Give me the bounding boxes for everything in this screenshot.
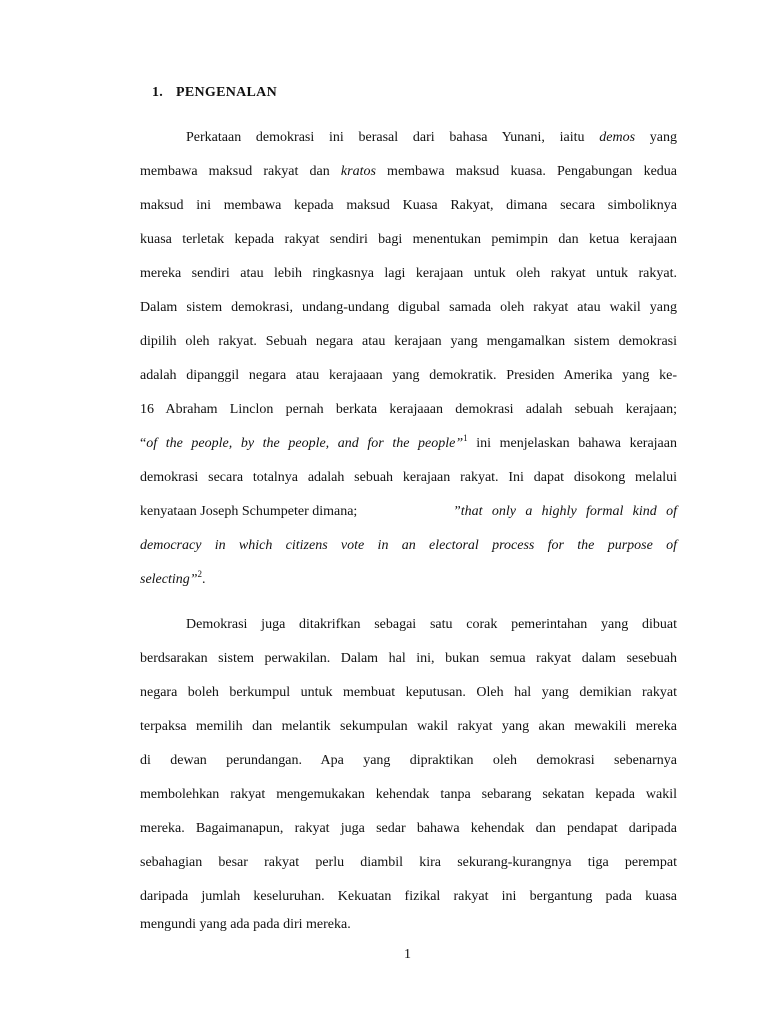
paragraph-1-line-1: [186, 128, 677, 148]
paragraph-1-line-2: [140, 162, 677, 182]
text-run: ini menjelaskan bahawa kerajaan: [467, 436, 677, 451]
paragraph-2-line-6: membolehkan rakyat mengemukakan kehendak tanpa sebarang sekatan kepada wakil: [140, 787, 677, 802]
paragraph-1-line-13: democracy in which citizens vote in an electoral process for the purpose of: [140, 538, 677, 553]
paragraph-1-line-7: dipilih oleh rakyat. Sebuah negara atau kerajaan yang mengamalkan sistem demokrasi: [140, 334, 677, 349]
text-run: “: [140, 436, 147, 451]
paragraph-2-line-1: Demokrasi juga ditakrifkan sebagai satu corak pemerintahan yang dibuat: [186, 617, 677, 632]
italic-term-demos: demos: [599, 130, 636, 145]
paragraph-2-line-3: negara boleh berkumpul untuk membuat keputusan. Oleh hal yang demikian rakyat: [140, 685, 677, 700]
section-title: PENGENALAN: [176, 85, 278, 100]
text-run: yang: [635, 130, 678, 145]
text-run: .: [202, 572, 206, 587]
text-run: kenyataan Joseph Schumpeter dimana;: [140, 504, 358, 519]
paragraph-1-line-6: Dalam sistem demokrasi, undang-undang digubal samada oleh rakyat atau wakil yang: [140, 300, 677, 315]
paragraph-2-line-9: daripada jumlah keseluruhan. Kekuatan fizikal rakyat ini bergantung pada kuasa: [140, 889, 677, 904]
lincoln-quote: of the people, by the people, and for the people”: [146, 436, 464, 451]
paragraph-1-line-5: mereka sendiri atau lebih ringkasnya lagi kerajaan untuk oleh rakyat untuk rakyat.: [140, 266, 677, 281]
paragraph-1-line-4: kuasa terletak kepada rakyat sendiri bagi menentukan pemimpin dan ketua kerajaan: [140, 232, 677, 247]
page-number: 1: [404, 947, 411, 962]
italic-term-kratos: kratos: [340, 164, 376, 179]
paragraph-2-line-4: terpaksa memilih dan melantik sekumpulan wakil rakyat yang akan mewakili mereka: [140, 719, 677, 734]
footnote-marker-2: 2: [197, 569, 203, 579]
section-heading: [152, 85, 277, 101]
paragraph-1-line-12: [140, 502, 677, 522]
schumpeter-quote-start: ”that only a highly formal kind of: [453, 504, 677, 519]
paragraph-1-line-3: maksud ini membawa kepada maksud Kuasa Rakyat, dimana secara simboliknya: [140, 198, 677, 213]
paragraph-2-line-5: di dewan perundangan. Apa yang dipraktikan oleh demokrasi sebenarnya: [140, 753, 677, 768]
paragraph-2-line-7: mereka. Bagaimanapun, rakyat juga sedar bahawa kehendak dan pendapat daripada: [140, 821, 677, 836]
paragraph-1-line-8: adalah dipanggil negara atau kerajaaan yang demokratik. Presiden Amerika yang ke-: [140, 368, 677, 383]
paragraph-2-line-8: sebahagian besar rakyat perlu diambil kira sekurang-kurangnya tiga perempat: [140, 855, 677, 870]
schumpeter-quote-end: selecting”: [140, 572, 198, 587]
paragraph-1-line-14: [140, 570, 677, 590]
paragraph-2-line-10: mengundi yang ada pada diri mereka.: [140, 917, 351, 932]
footnote-marker-1: 1: [463, 433, 468, 443]
paragraph-2-line-2: berdsarakan sistem perwakilan. Dalam hal ini, bukan semua rakyat dalam sesebuah: [140, 651, 677, 666]
text-run: membawa maksud rakyat dan: [140, 164, 341, 179]
paragraph-1-line-10: [140, 434, 677, 454]
paragraph-1-line-9: 16 Abraham Linclon pernah berkata kerajaaan demokrasi adalah sebuah kerajaan;: [140, 402, 677, 417]
text-run: membawa maksud kuasa. Pengabungan kedua: [375, 164, 677, 179]
paragraph-1-line-11: demokrasi secara totalnya adalah sebuah kerajaan rakyat. Ini dapat disokong melalui: [140, 470, 677, 485]
section-number: 1.: [152, 85, 164, 100]
text-run: Perkataan demokrasi ini berasal dari bahasa Yunani, iaitu: [186, 130, 600, 145]
